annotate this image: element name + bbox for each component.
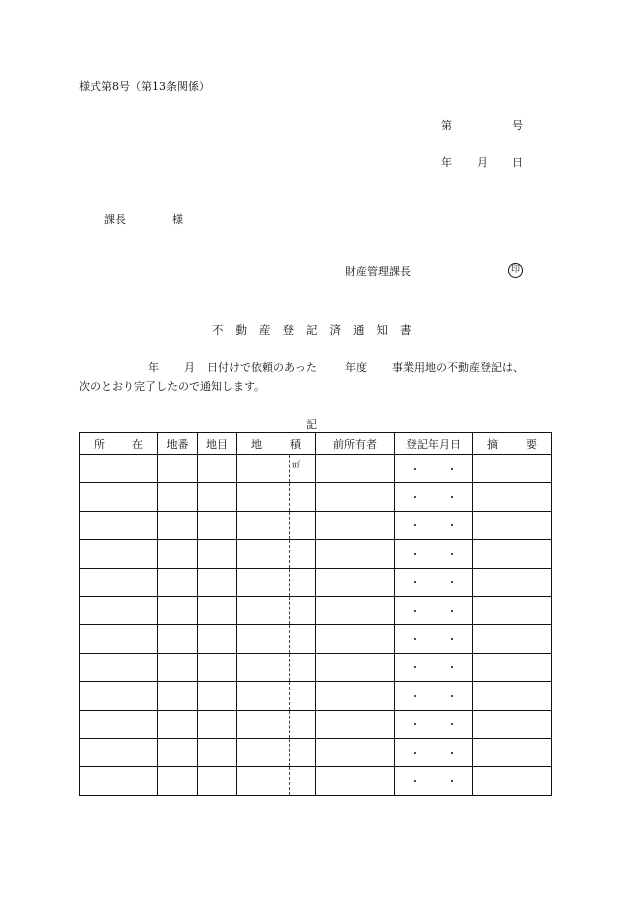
date-separators bbox=[395, 659, 472, 675]
cell-lot-number bbox=[158, 455, 198, 483]
body-month-label: 月 bbox=[184, 361, 195, 374]
date-separators bbox=[395, 489, 472, 505]
cell-registration-date bbox=[395, 511, 473, 539]
date-year-label: 年 bbox=[441, 156, 452, 169]
body-fiscal-year-label: 年度 bbox=[345, 361, 367, 374]
cell-area bbox=[237, 625, 316, 653]
date-month-label: 月 bbox=[477, 156, 488, 169]
cell-registration-date bbox=[395, 483, 473, 511]
table-row bbox=[80, 625, 552, 653]
area-decimal-divider bbox=[289, 711, 290, 738]
cell-land-category bbox=[198, 625, 237, 653]
cell-former-owner bbox=[316, 710, 395, 738]
cell-registration-date bbox=[395, 682, 473, 710]
cell-former-owner bbox=[316, 455, 395, 483]
cell-remarks bbox=[473, 483, 552, 511]
cell-former-owner bbox=[316, 653, 395, 681]
cell-remarks bbox=[473, 767, 552, 795]
header-location: 所 在 bbox=[80, 433, 158, 455]
date-separator-dot: ・ bbox=[446, 519, 458, 533]
cell-location bbox=[80, 710, 158, 738]
cell-former-owner bbox=[316, 540, 395, 568]
date-separator-dot: ・ bbox=[409, 633, 421, 647]
date-separators bbox=[395, 461, 472, 477]
record-label: 記 bbox=[306, 418, 317, 431]
cell-lot-number bbox=[158, 483, 198, 511]
cell-land-category bbox=[198, 568, 237, 596]
date-separator-dot: ・ bbox=[446, 633, 458, 647]
cell-area bbox=[237, 710, 316, 738]
date-separator-dot: ・ bbox=[409, 774, 421, 788]
date-separator-dot: ・ bbox=[409, 519, 421, 533]
cell-area bbox=[237, 653, 316, 681]
area-decimal-divider bbox=[289, 597, 290, 624]
cell-location bbox=[80, 483, 158, 511]
cell-remarks bbox=[473, 682, 552, 710]
cell-location bbox=[80, 653, 158, 681]
date-separators bbox=[395, 546, 472, 562]
cell-location bbox=[80, 767, 158, 795]
cell-registration-date bbox=[395, 710, 473, 738]
area-decimal-divider bbox=[289, 767, 290, 794]
header-area: 地 積 bbox=[237, 433, 316, 455]
seal-char: 印 bbox=[510, 265, 520, 275]
header-former-owner: 前所有者 bbox=[316, 433, 395, 455]
date-separator-dot: ・ bbox=[409, 718, 421, 732]
date-separators bbox=[395, 745, 472, 761]
cell-area bbox=[237, 540, 316, 568]
cell-registration-date bbox=[395, 568, 473, 596]
date-separators bbox=[395, 631, 472, 647]
cell-land-category bbox=[198, 653, 237, 681]
addressee-title: 課長 bbox=[104, 213, 126, 226]
date-separators bbox=[395, 603, 472, 619]
table-row bbox=[80, 540, 552, 568]
date-separator-dot: ・ bbox=[409, 689, 421, 703]
cell-land-category bbox=[198, 511, 237, 539]
cell-former-owner bbox=[316, 738, 395, 766]
table-row bbox=[80, 455, 552, 483]
body-text-request: 日付けで依頼のあった bbox=[207, 361, 317, 374]
table-header-row bbox=[80, 433, 552, 455]
area-decimal-divider bbox=[289, 569, 290, 596]
cell-area bbox=[237, 682, 316, 710]
date-separator-dot: ・ bbox=[409, 576, 421, 590]
cell-area bbox=[237, 738, 316, 766]
cell-lot-number bbox=[158, 596, 198, 624]
table-row bbox=[80, 682, 552, 710]
date-separator-dot: ・ bbox=[446, 547, 458, 561]
date-separators bbox=[395, 688, 472, 704]
cell-lot-number bbox=[158, 540, 198, 568]
cell-registration-date bbox=[395, 625, 473, 653]
cell-remarks bbox=[473, 625, 552, 653]
cell-registration-date bbox=[395, 540, 473, 568]
date-separator-dot: ・ bbox=[446, 718, 458, 732]
table-row bbox=[80, 738, 552, 766]
cell-lot-number bbox=[158, 653, 198, 681]
cell-lot-number bbox=[158, 511, 198, 539]
header-remarks: 摘 要 bbox=[473, 433, 552, 455]
cell-lot-number bbox=[158, 682, 198, 710]
date-separator-dot: ・ bbox=[409, 604, 421, 618]
cell-former-owner bbox=[316, 511, 395, 539]
table-row bbox=[80, 568, 552, 596]
date-separators bbox=[395, 773, 472, 789]
area-decimal-divider bbox=[289, 625, 290, 652]
cell-land-category bbox=[198, 483, 237, 511]
area-decimal-divider bbox=[289, 739, 290, 766]
table-row bbox=[80, 710, 552, 738]
registration-table bbox=[79, 432, 552, 796]
cell-location bbox=[80, 511, 158, 539]
cell-lot-number bbox=[158, 710, 198, 738]
date-separators bbox=[395, 716, 472, 732]
area-decimal-divider bbox=[289, 654, 290, 681]
cell-former-owner bbox=[316, 596, 395, 624]
cell-lot-number bbox=[158, 568, 198, 596]
cell-registration-date bbox=[395, 455, 473, 483]
sender-title: 財産管理課長 bbox=[345, 265, 411, 278]
cell-area bbox=[237, 511, 316, 539]
cell-area bbox=[237, 596, 316, 624]
date-separator-dot: ・ bbox=[446, 661, 458, 675]
cell-former-owner bbox=[316, 767, 395, 795]
cell-former-owner bbox=[316, 625, 395, 653]
area-decimal-divider bbox=[289, 540, 290, 567]
cell-remarks bbox=[473, 568, 552, 596]
cell-registration-date bbox=[395, 653, 473, 681]
cell-land-category bbox=[198, 710, 237, 738]
table-row bbox=[80, 483, 552, 511]
date-separator-dot: ・ bbox=[409, 547, 421, 561]
header-land-category: 地目 bbox=[198, 433, 237, 455]
table-row bbox=[80, 653, 552, 681]
cell-former-owner bbox=[316, 483, 395, 511]
cell-location bbox=[80, 738, 158, 766]
date-separators bbox=[395, 517, 472, 533]
cell-registration-date bbox=[395, 596, 473, 624]
cell-location bbox=[80, 625, 158, 653]
date-separator-dot: ・ bbox=[446, 604, 458, 618]
document-number-suffix: 号 bbox=[512, 119, 523, 132]
cell-location bbox=[80, 540, 158, 568]
header-lot-number: 地番 bbox=[158, 433, 198, 455]
cell-former-owner bbox=[316, 568, 395, 596]
header-registration-date: 登記年月日 bbox=[395, 433, 473, 455]
cell-area bbox=[237, 767, 316, 795]
cell-former-owner bbox=[316, 682, 395, 710]
table-row bbox=[80, 767, 552, 795]
addressee-honorific: 様 bbox=[172, 213, 183, 226]
body-line-2: 次のとおり完了したので通知します。 bbox=[79, 380, 266, 393]
cell-remarks bbox=[473, 455, 552, 483]
date-separators bbox=[395, 574, 472, 590]
date-separator-dot: ・ bbox=[409, 661, 421, 675]
cell-registration-date bbox=[395, 767, 473, 795]
cell-location bbox=[80, 568, 158, 596]
date-separator-dot: ・ bbox=[409, 491, 421, 505]
cell-location bbox=[80, 682, 158, 710]
area-unit-label: ㎡ bbox=[292, 460, 300, 469]
cell-land-category bbox=[198, 455, 237, 483]
cell-lot-number bbox=[158, 625, 198, 653]
form-number: 様式第8号（第13条関係） bbox=[79, 80, 210, 93]
date-separator-dot: ・ bbox=[446, 491, 458, 505]
date-day-label: 日 bbox=[512, 156, 523, 169]
date-separator-dot: ・ bbox=[446, 462, 458, 476]
cell-location bbox=[80, 596, 158, 624]
cell-area bbox=[237, 568, 316, 596]
date-separator-dot: ・ bbox=[409, 462, 421, 476]
date-separator-dot: ・ bbox=[446, 689, 458, 703]
date-separator-dot: ・ bbox=[446, 576, 458, 590]
cell-remarks bbox=[473, 738, 552, 766]
seal-mark bbox=[508, 263, 523, 278]
cell-remarks bbox=[473, 596, 552, 624]
cell-lot-number bbox=[158, 767, 198, 795]
document-number-prefix: 第 bbox=[441, 119, 452, 132]
cell-area bbox=[237, 455, 316, 483]
area-decimal-divider bbox=[289, 455, 290, 482]
cell-location bbox=[80, 455, 158, 483]
cell-land-category bbox=[198, 540, 237, 568]
cell-remarks bbox=[473, 710, 552, 738]
table-row bbox=[80, 596, 552, 624]
cell-land-category bbox=[198, 738, 237, 766]
area-decimal-divider bbox=[289, 483, 290, 510]
date-separator-dot: ・ bbox=[446, 746, 458, 760]
cell-land-category bbox=[198, 596, 237, 624]
cell-remarks bbox=[473, 653, 552, 681]
body-year-label: 年 bbox=[148, 361, 159, 374]
date-separator-dot: ・ bbox=[409, 746, 421, 760]
cell-lot-number bbox=[158, 738, 198, 766]
cell-remarks bbox=[473, 511, 552, 539]
area-decimal-divider bbox=[289, 682, 290, 709]
area-decimal-divider bbox=[289, 512, 290, 539]
cell-area bbox=[237, 483, 316, 511]
cell-remarks bbox=[473, 540, 552, 568]
body-text-registration: 事業用地の不動産登記は、 bbox=[392, 361, 524, 374]
cell-land-category bbox=[198, 682, 237, 710]
date-separator-dot: ・ bbox=[446, 774, 458, 788]
document-title: 不動産登記済通知書 bbox=[212, 323, 424, 337]
table-row bbox=[80, 511, 552, 539]
cell-registration-date bbox=[395, 738, 473, 766]
cell-land-category bbox=[198, 767, 237, 795]
